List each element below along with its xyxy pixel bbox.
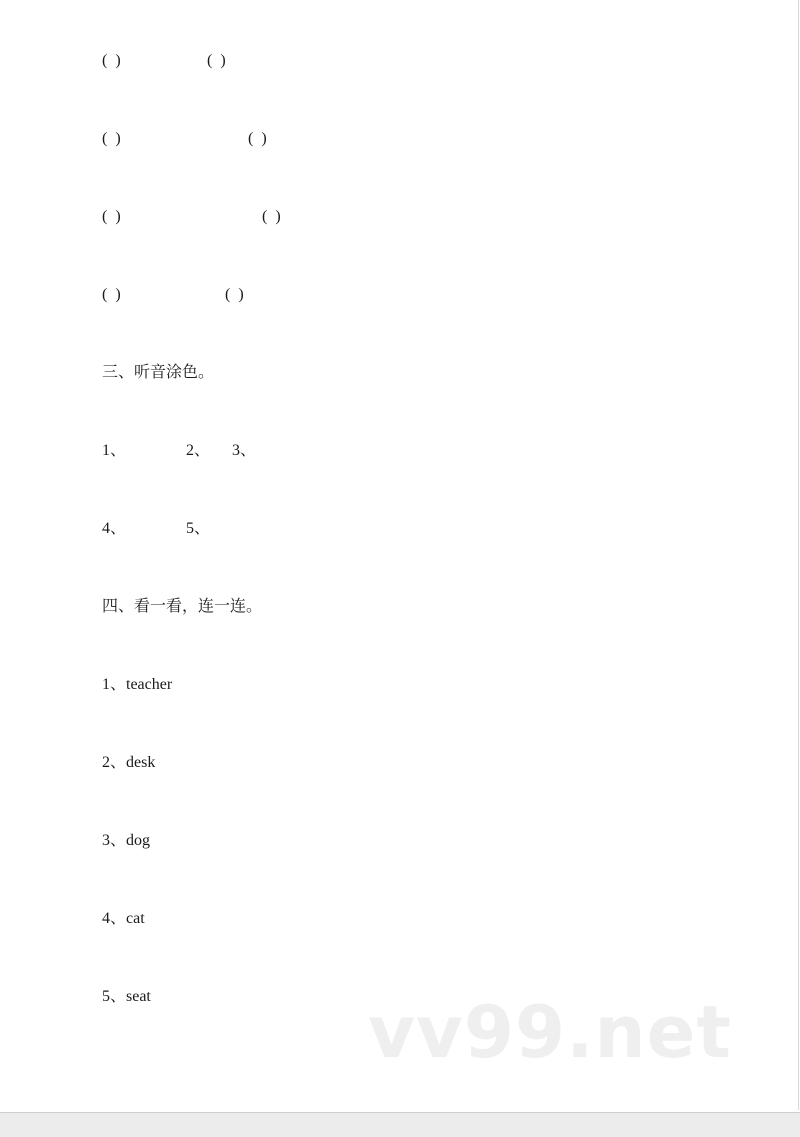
vocab-item: 4、cat	[102, 910, 145, 927]
section-3-heading: 三、听音涂色。	[102, 364, 215, 381]
vocab-item: 5、seat	[102, 988, 151, 1005]
answer-blank: ( )	[102, 52, 121, 69]
list-item: 3、	[232, 442, 257, 459]
watermark: vv99.net	[368, 990, 732, 1074]
answer-blank: ( )	[262, 208, 281, 225]
answer-blank: ( )	[225, 286, 244, 303]
list-item: 5、	[186, 520, 211, 537]
list-item: 2、	[186, 442, 211, 459]
answer-blank: ( )	[102, 208, 121, 225]
answer-blank: ( )	[102, 130, 121, 147]
list-item: 4、	[102, 520, 127, 537]
page-gap-strip	[0, 1112, 800, 1137]
answer-blank: ( )	[207, 52, 226, 69]
vocab-item: 2、desk	[102, 754, 156, 771]
answer-blank: ( )	[102, 286, 121, 303]
answer-blank: ( )	[248, 130, 267, 147]
vocab-item: 3、dog	[102, 832, 151, 849]
list-item: 1、	[102, 442, 127, 459]
section-4-heading: 四、看一看，连一连。	[102, 598, 263, 615]
vocab-item: 1、teacher	[102, 676, 173, 693]
